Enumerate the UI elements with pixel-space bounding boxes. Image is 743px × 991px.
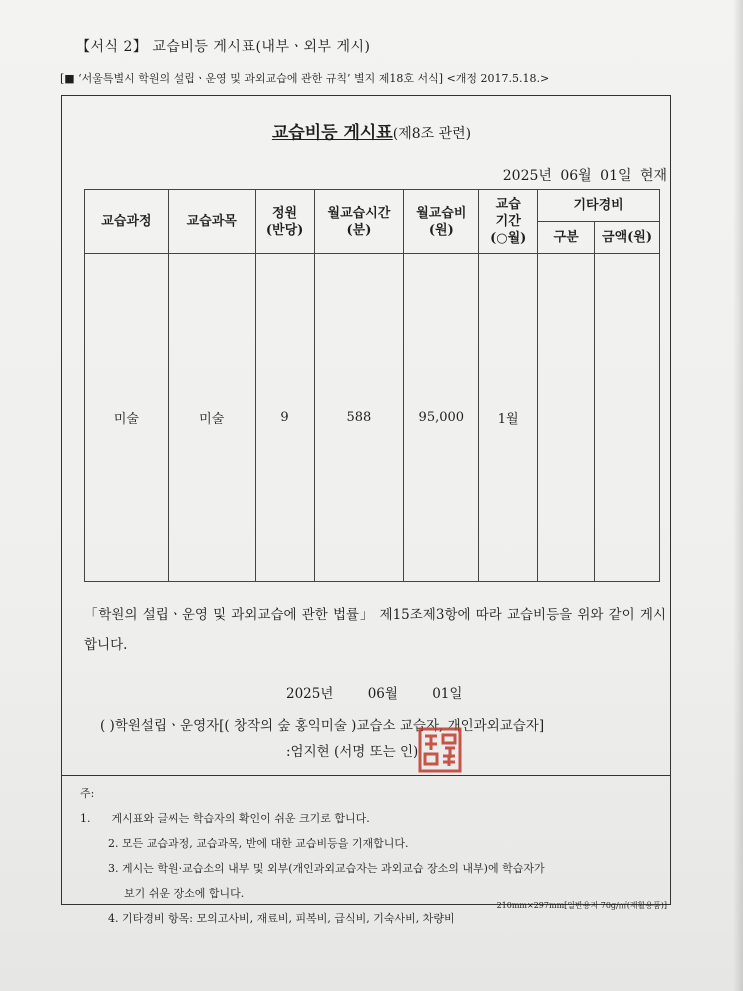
signer-name: :엄지현 (서명 또는 인) xyxy=(286,744,419,760)
note-item xyxy=(84,881,545,906)
note-text: 기타경비 항목: 모의고사비, 재료비, 피복비, 급식비, 기숙사비, 차량비 xyxy=(122,912,455,925)
header-subject: 교습과목 xyxy=(168,190,255,254)
rule-reference: [■ ‘서울특별시 학원의 설립ㆍ운영 및 과외교습에 관한 규칙’ 별지 제18호 서식] <개정 2017.5.18.> xyxy=(60,72,550,85)
header-monthly-fee: 월교습비 (원) xyxy=(404,190,479,254)
note-item xyxy=(84,856,545,881)
form-label: 【서식 2】 교습비등 게시표(내부ㆍ외부 게시) xyxy=(76,39,371,55)
operator-line: ( )학원설립ㆍ운영자[( 창작의 숲 홍익미술 )교습소 교습자, 개인과외교습자] xyxy=(100,718,545,734)
cell-monthly-hours: 588 xyxy=(314,254,404,582)
title-sub: (제8조 관련) xyxy=(392,126,472,142)
cell-other-type xyxy=(538,254,595,582)
header-other-expenses: 기타경비 xyxy=(538,190,660,222)
header-capacity: 정원 (반당) xyxy=(255,190,314,254)
note-label: 주: 1. xyxy=(80,787,95,825)
note-label: 4. xyxy=(108,912,119,925)
page-shadow xyxy=(733,0,743,991)
header-period: 교습 기간 (○월) xyxy=(479,190,538,254)
note-item xyxy=(84,831,545,856)
sign-date: 2025년 06월 01일 xyxy=(286,686,463,702)
red-seal-stamp xyxy=(415,726,465,774)
cell-capacity: 9 xyxy=(255,254,314,582)
notes-section xyxy=(80,781,545,931)
notes-divider xyxy=(61,775,671,776)
header-course: 교습과정 xyxy=(85,190,169,254)
cell-course: 미술 xyxy=(85,254,169,582)
paper-size-note: 210mm×297mm[일반용지 70g/㎡(재활용품)] xyxy=(496,901,667,910)
fee-table xyxy=(84,189,660,582)
as-of-date: 2025년 06월 01일 현재 xyxy=(502,168,667,184)
note-label: 2. xyxy=(108,837,119,850)
header-other-type: 구분 xyxy=(538,222,595,254)
note-text: 보기 쉬운 장소에 합니다. xyxy=(124,887,245,900)
cell-monthly-fee: 95,000 xyxy=(404,254,479,582)
note-text: 모든 교습과정, 교습과목, 반에 대한 교습비등을 기재합니다. xyxy=(122,837,409,850)
note-item xyxy=(80,781,545,831)
cell-period: 1월 xyxy=(479,254,538,582)
page-title xyxy=(0,118,743,143)
note-text: 게시표와 글씨는 학습자의 확인이 쉬운 크기로 합니다. xyxy=(111,812,370,825)
cell-subject: 미술 xyxy=(168,254,255,582)
statement-text: 「학원의 설립ㆍ운영 및 과외교습에 관한 법률」 제15조제3항에 따라 교습비등을 위와 같이 게시합니다. xyxy=(84,607,666,653)
header-monthly-hours: 월교습시간 (분) xyxy=(314,190,404,254)
title-main: 교습비등 게시표 xyxy=(271,123,393,143)
note-text: 게시는 학원·교습소의 내부 및 외부(개인과외교습자는 과외교습 장소의 내부)에 학습자가 xyxy=(122,862,545,875)
note-label: 3. xyxy=(108,862,119,875)
table-row xyxy=(85,254,660,582)
note-item xyxy=(84,906,545,931)
cell-other-amount xyxy=(595,254,660,582)
header-other-amount: 금액(원) xyxy=(595,222,660,254)
